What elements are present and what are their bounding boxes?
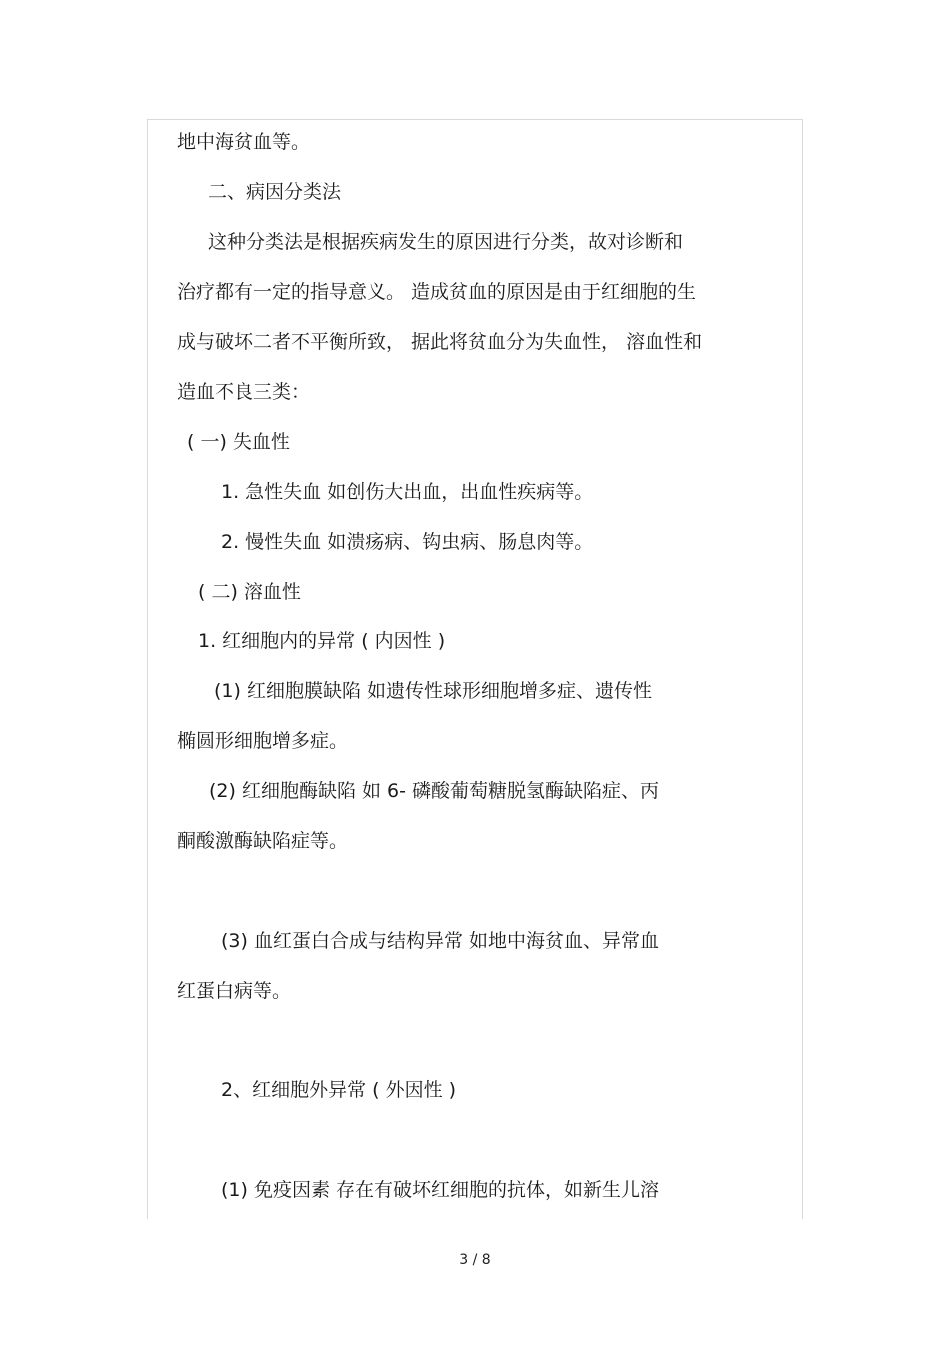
list-item: (1) 免疫因素 存在有破坏红细胞的抗体，如新生儿溶: [221, 1179, 659, 1201]
list-item: 1. 急性失血 如创伤大出血，出血性疾病等。: [221, 481, 594, 503]
subsection-heading: ( 二) 溶血性: [198, 581, 301, 603]
text-line: 造血不良三类：: [177, 381, 311, 403]
list-item: 1. 红细胞内的异常 ( 内因性 ): [198, 630, 446, 652]
text-line: 这种分类法是根据疾病发生的原因进行分类，故对诊断和: [208, 231, 684, 253]
page-number: 3 / 8: [459, 1252, 491, 1268]
text-line: 椭圆形细胞增多症。: [177, 730, 349, 752]
list-item: 2. 慢性失血 如溃疡病、钩虫病、肠息肉等。: [221, 531, 594, 553]
text-line: 地中海贫血等。: [177, 131, 311, 153]
text-line: 红蛋白病等。: [177, 980, 292, 1002]
list-item: (1) 红细胞膜缺陷 如遗传性球形细胞增多症、遗传性: [214, 680, 652, 702]
list-item: (2) 红细胞酶缺陷 如 6- 磷酸葡萄糖脱氢酶缺陷症、丙: [209, 780, 660, 802]
list-item: (3) 血红蛋白合成与结构异常 如地中海贫血、异常血: [221, 930, 659, 952]
list-item: 2、红细胞外异常 ( 外因性 ): [221, 1079, 457, 1101]
text-line: 成与破坏二者不平衡所致， 据此将贫血分为失血性， 溶血性和: [177, 331, 703, 353]
text-line: 酮酸激酶缺陷症等。: [177, 830, 349, 852]
text-line: 治疗都有一定的指导意义。 造成贫血的原因是由于红细胞的生: [177, 281, 697, 303]
section-heading: 二、病因分类法: [208, 181, 342, 203]
subsection-heading: ( 一) 失血性: [187, 431, 290, 453]
